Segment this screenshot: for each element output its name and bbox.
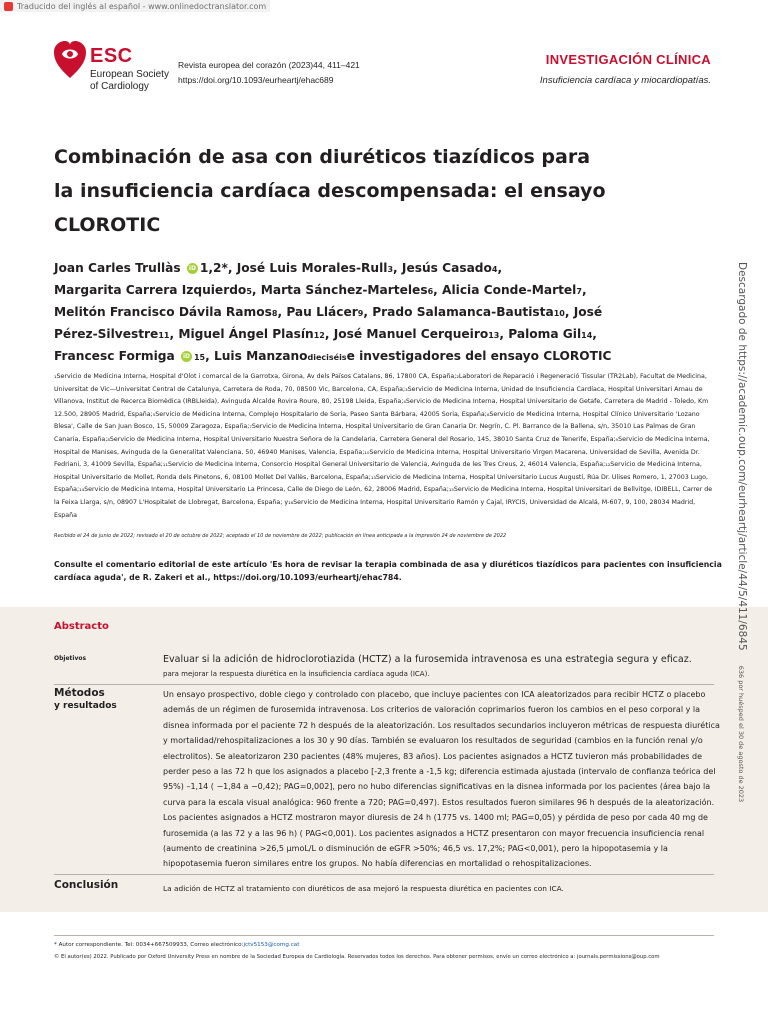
abstract-heading: Abstracto [54, 621, 109, 632]
author-list: Joan Carles Trullàs iD 1,2*, José Luis Morales-Rull3, Jesús Casado4, Margarita Carrera Izquierdo5, Marta Sánchez-Marteles6, Alicia Conde-Martel7, Melitón Francisco Dávila Ramos8, Pau Llácer9, Prado Salamanca-Bautista10, José Pérez-Silvestre11, Miguel Ángel Plasín12, José Manuel Cerqueiro13, Paloma Gil14, Francesc Formiga iD 15, Luis Manzanodieciséise investigadores del ensayo CLOROTIC [54, 261, 612, 363]
section-category: INVESTIGACIÓN CLÍNICA [545, 52, 711, 67]
download-url: Descargado de https://academic.oup.com/eurheartj/article/44/5/411/6845 [736, 262, 748, 651]
citation-text: Revista europea del corazón (2023)44, 411–421 [178, 60, 360, 70]
methods-label: Métodos y resultados [54, 687, 117, 711]
methods-text: Un ensayo prospectivo, doble ciego y controlado con placebo, que incluye pacientes con ICA aleatorizados para recibir HCTZ o placebo además de un régimen de furosemida intravenosa. Los criterios de valoración coprimarios fueron los cambios en el peso corporal y la disnea informada por el paciente 72 h después de la aleatorización. Los resultados secundarios incluyeron métricas de respuesta diurética y mortalidad/rehospitalizaciones a los 30 y 90 días. También se evaluaron los resultados de seguridad (cambios en la función renal y/o electrolitos). Se aleatorizaron 230 pacientes (48% mujeres, 83 años). Los pacientes asignados a HCTZ tuvieron más probabilidades de perder peso a las 72 h que los asignados a placebo [-2,3 frente a -1,5 kg; diferencia estimada ajustada (intervalo de confianza teórica del 95%) –1,14 ( −1,84 a −0,42); PAG=0,002], pero no hubo diferencias significativas en la disnea informada por los pacientes (área bajo la curva para la escala visual analógica: 960 frente a 720; PAG=0,497). Estos resultados fueron similares 96 h después de la aleatorización. Los pacientes asignados a HCTZ mostraron mayor diuresis de 24 h (1775 vs. 1400 ml; PAG=0,05) y pérdida de peso por cada 40 mg de furosemida (a las 72 y a las 96 h) ( PAG<0,001). Los pacientes asignados a HCTZ presentaron con mayor frecuencia insuficiencia renal (aumento de creatinina >26,5 μmoL/L o disminución de eGFR >50%; 46,5 vs. 17,2%; PAG<0,001), pero la hipopotasemia y la hipopotasemia fueron similares entre los grupos. No había diferencias en mortalidad o rehospitalizaciones. [163, 690, 720, 869]
email-link[interactable]: jctv5153@comg.cat [243, 942, 300, 948]
translator-banner[interactable] [0, 0, 270, 12]
section-subcategory: Insuficiencia cardíaca y miocardiopatías. [539, 75, 711, 86]
conclusion-label: Conclusión [54, 879, 119, 891]
translator-link[interactable]: Traducido del inglés al español - www.onlinedoctranslator.com [17, 1, 267, 11]
copyright-note: © El autor(es) 2022. Publicado por Oxford University Press en nombre de la Sociedad Europea de Cardiología. Reservados todos los derechos. Para obtener permisos, envíe un correo electrónico a: journals.permissions@oup.com [54, 954, 660, 960]
orcid-icon[interactable]: iD [182, 353, 190, 360]
abstract-divider [54, 874, 714, 875]
article-title: Combinación de asa con diuréticos tiazídicos para la insuficiencia cardíaca descompensada: el ensayo CLOROTIC [54, 146, 606, 236]
logo-name: ESC [90, 45, 133, 67]
logo-society: European Society of Cardiology [90, 69, 169, 92]
abstract-divider [54, 684, 714, 685]
editorial-note: Consulte el comentario editorial de este artículo 'Es hora de revisar la terapia combinada de asa y diuréticos tiazídicos para pacientes con insuficiencia cardíaca aguda', de R. Zakeri et al., https://doi.org/10.1093/eurheartj/ehac784. [54, 560, 722, 582]
footer-divider [54, 935, 714, 936]
conclusion-text: La adición de HCTZ al tratamiento con diuréticos de asa mejoró la respuesta diurética en pacientes con ICA. [163, 884, 564, 893]
objectives-text: Evaluar si la adición de hidroclorotiazida (HCTZ) a la furosemida intravenosa es una estrategia segura y eficaz. [163, 654, 692, 665]
doi-link[interactable]: https://doi.org/10.1093/eurheartj/ehac689 [178, 75, 334, 85]
article-section [540, 52, 711, 86]
article-dates: Recibido el 24 de junio de 2022; revisado el 20 de octubre de 2022; aceptado el 10 de noviembre de 2022; publicación en línea anticipada a la impresión 24 de noviembre de 2022 [54, 533, 507, 539]
translate-flag-icon [4, 2, 13, 11]
esc-logo [53, 40, 173, 96]
abstract-box [0, 607, 768, 912]
heart-logo-icon [53, 40, 87, 80]
affiliations: ₁Servicio de Medicina Interna, Hospital d'Olot i comarcal de la Garrotxa, Girona, Av dels Països Catalans, 86, 17800 CA, España;₂Laboratori de Reparació i Regeneració Tissular (TR2Lab), Facultat de Medicina, Universitat de Vic—Universitat Central de Catalunya, Carretera de Roda, 70, 08500 Vic, Barcelona, CA, España;₃Servicio de Medicina Interna, Unidad de Insuficiencia Cardíaca, Hospital Universitari Arnau de Villanova, Institut de Recerca Biomèdica (IRBLleida), Avinguda Alcalde Rovira Roure, 80, 25198 Lleida, España;₄Servicio de Medicina Interna, Hospital Universitario de Getafe, Carretera de Madrid - Toledo, Km 12.500, 28905 Madrid, España;₅Servicio de Medicina Interna, Complejo Hospitalario de Soria, Paseo Santa Bárbara, 42005 Soria, España;₆Servicio de Medicina Interna, Hospital Clínico Universitario 'Lozano Blesa', Calle de San Juan Bosco, 15, 50009 Zaragoza, España;₇Servicio de Medicina Interna, Hospital Universitario de Gran Canaria Dr. Negrín, C. Pl. Barranco de la Ballena, s/n, 35010 Las Palmas de Gran Canaria, España;₈Servicio de Medicina Interna, Hospital Universitario Nuestra Señora de la Candelaria, Carretera General del Rosario, 145, 38010 Santa Cruz de Tenerife, España;₉Servicio de Medicina Interna, Hospital de Manises, Avinguda de la Generalitat Valenciana, 50, 46940 Manises, Valencia, España;₁₀Servicio de Medicina Interna, Hospital Universitario Virgen Macarena, Universidad de Sevilla, Avenida Dr. Fedriani, 3, 41009 Sevilla, España;₁₁Servicio de Medicina Interna, Consorcio Hospital General Universitario de Valencia, Avinguda de les Tres Creus, 2, 46014 Valencia, España;₁₂Servicio de Medicina Interna, Hospital Universitario de Mollet, Ronda dels Pinetons, 6, 08100 Mollet Del Vallès, Barcelona, España;₁₃Servicio de Medicina Interna, Hospital Universitario Lucus Augusti, Rúa Dr. Ulises Romero, 1, 27003 Lugo, España;₁₄Servicio de Medicina Interna, Hospital Universitario La Princesa, Calle de Diego de León, 62, 28006 Madrid, España;₁₅Servicio de Medicina Interna, Hospital Universitari de Bellvitge, IDIBELL, Carrer de la Feixa Llarga, s/n, 08907 L'Hospitalet de Llobregat, Barcelona, España; y₁₆Servicio de Medicina Interna, Hospital Universitario Ramón y Cajal, IRYCIS, Universidad de Alcalá, M-607, 9, 100, 28034 Madrid, España [54, 373, 713, 519]
download-watermark [735, 262, 754, 802]
journal-citation [178, 58, 360, 88]
objectives-subtext: para mejorar la respuesta diurética en la insuficiencia cardíaca aguda (ICA). [163, 670, 430, 678]
orcid-icon[interactable]: iD [188, 265, 196, 272]
objectives-label: Objetivos [54, 655, 87, 662]
corresponding-author: * Autor correspondiente. Tel: 0034+667509933, Correo electrónico:jctv5153@comg.cat [54, 942, 300, 948]
download-note: 636 por huésped el 30 de agosto de 2023 [737, 665, 745, 803]
